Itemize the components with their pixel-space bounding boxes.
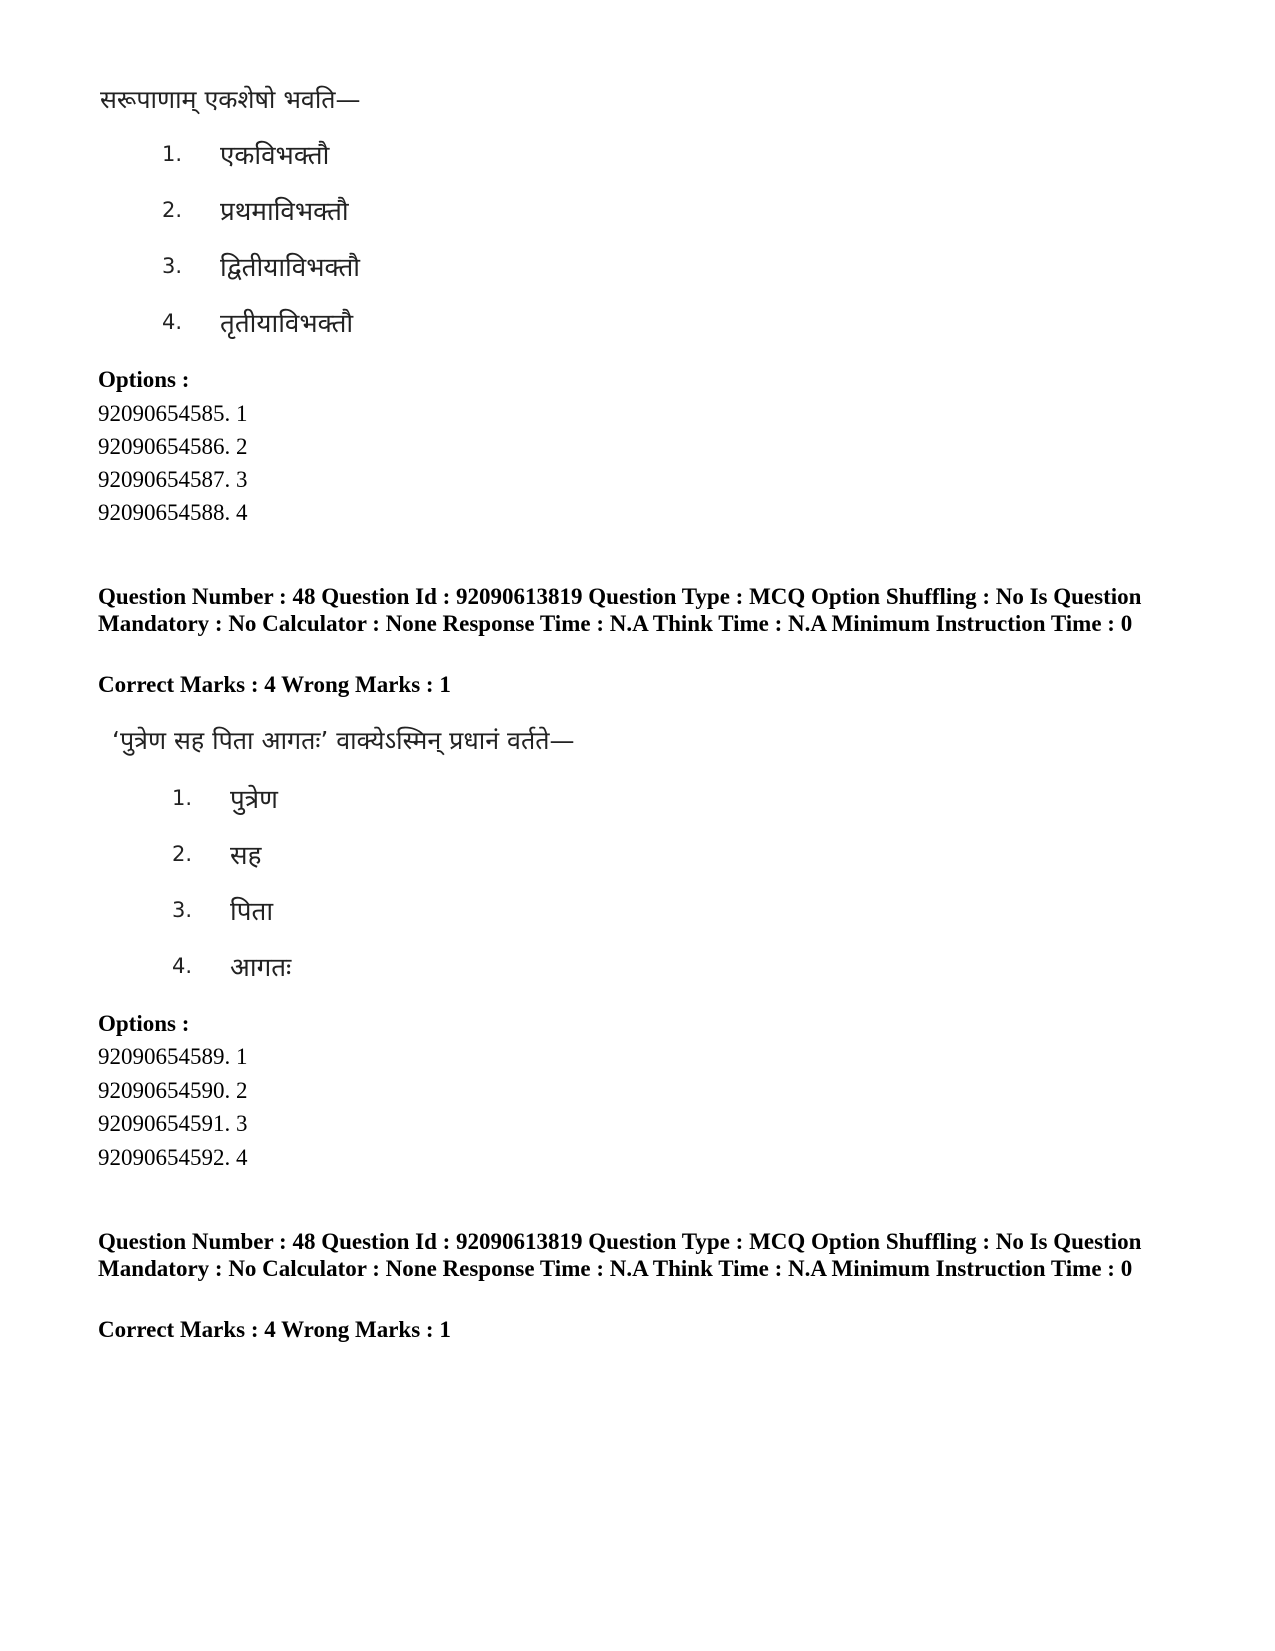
choice-number: 1. — [162, 142, 183, 166]
question-stem: ‘पुत्रेण सह पिता आगतः’ वाक्येऽस्मिन् प्रधानं वर्तते— — [112, 726, 575, 755]
option-line: 92090654587. 3 — [98, 467, 248, 492]
option-line: 92090654592. 4 — [98, 1145, 248, 1170]
option-line: 92090654586. 2 — [98, 434, 248, 459]
choice-number: 1. — [172, 786, 193, 810]
choice-text: आगतः — [230, 953, 292, 983]
choice-text: पिता — [230, 897, 274, 927]
question-marks: Correct Marks : 4 Wrong Marks : 1 — [98, 672, 451, 697]
choice-text: पुत्रेण — [230, 785, 278, 815]
choice-number: 2. — [172, 842, 193, 866]
option-line: 92090654591. 3 — [98, 1111, 248, 1136]
option-line: 92090654589. 1 — [98, 1044, 248, 1069]
choice-number: 2. — [162, 198, 183, 222]
question-meta: Question Number : 48 Question Id : 92090613819 Question Type : MCQ Option Shuffling : No Is Question Mandatory : No Calculator : None Response Time : N.A Think Time : N.A Minimum Instruction Time : 0 — [98, 584, 1142, 636]
question-marks: Correct Marks : 4 Wrong Marks : 1 — [98, 1317, 451, 1342]
choice-number: 4. — [172, 954, 193, 978]
options-heading: Options : — [98, 1011, 190, 1036]
choice-text: द्वितीयाविभक्तौ — [220, 253, 361, 283]
question-stem: सरूपाणाम् एकशेषो भवति— — [100, 85, 361, 114]
choice-number: 4. — [162, 310, 183, 334]
question-meta: Question Number : 48 Question Id : 92090613819 Question Type : MCQ Option Shuffling : No Is Question Mandatory : No Calculator : None Response Time : N.A Think Time : N.A Minimum Instruction Time : 0 — [98, 1229, 1142, 1281]
option-line: 92090654585. 1 — [98, 401, 248, 426]
choice-number: 3. — [162, 254, 183, 278]
choice-number: 3. — [172, 898, 193, 922]
choice-text: तृतीयाविभक्तौ — [220, 309, 354, 339]
choice-text: प्रथमाविभक्तौ — [220, 197, 349, 227]
choice-text: सह — [230, 841, 262, 871]
option-line: 92090654590. 2 — [98, 1078, 248, 1103]
choice-text: एकविभक्तौ — [220, 141, 330, 171]
options-heading: Options : — [98, 367, 190, 392]
option-line: 92090654588. 4 — [98, 500, 248, 525]
